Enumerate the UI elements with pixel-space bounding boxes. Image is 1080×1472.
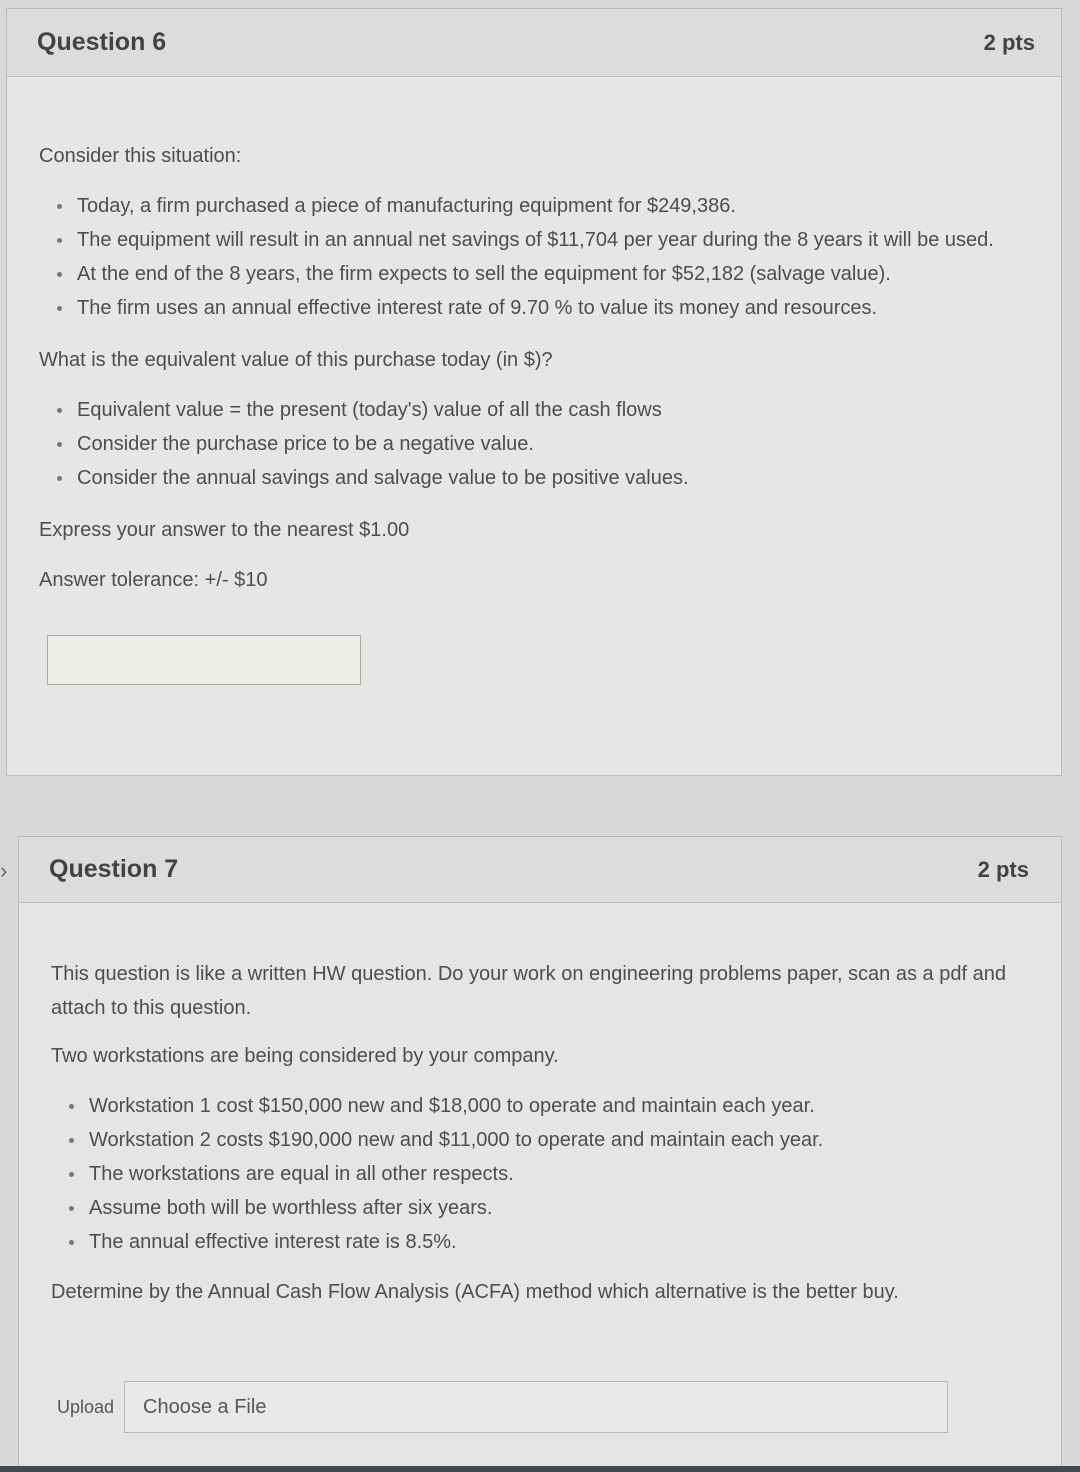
question-6-body <box>7 77 1061 685</box>
answer-input[interactable] <box>47 635 361 685</box>
question-6-title: Question 6 <box>37 28 167 56</box>
list-item: The workstations are equal in all other respects. <box>51 1157 1041 1191</box>
list-item: The firm uses an annual effective interest rate of 9.70 % to value its money and resources. <box>39 291 1041 325</box>
question-6-prompt: What is the equivalent value of this purchase today (in $)? <box>39 349 553 371</box>
choose-file-label: Choose a File <box>143 1396 267 1418</box>
list-item: Assume both will be worthless after six years. <box>51 1191 1041 1225</box>
list-item: The annual effective interest rate is 8.5%. <box>51 1225 1041 1259</box>
bottom-bar <box>0 1466 1080 1472</box>
question-7-points: 2 pts <box>977 856 1029 882</box>
list-item: Equivalent value = the present (today's) value of all the cash flows <box>39 393 1041 427</box>
list-item: Workstation 1 cost $150,000 new and $18,000 to operate and maintain each year. <box>51 1089 1041 1123</box>
question-6-notes-list <box>39 393 1041 495</box>
question-7-lead: Two workstations are being considered by your company. <box>51 1045 559 1067</box>
chevron-right-icon[interactable]: › <box>0 858 8 883</box>
upload-label: Upload <box>57 1397 115 1417</box>
question-6-express: Express your answer to the nearest $1.00 <box>39 519 410 541</box>
question-7-workstation-list <box>51 1089 1041 1259</box>
question-7-card <box>18 836 1062 1472</box>
question-7-header <box>19 837 1061 903</box>
list-item: Consider the annual savings and salvage value to be positive values. <box>39 461 1041 495</box>
list-item: Consider the purchase price to be a negative value. <box>39 427 1041 461</box>
list-item: The equipment will result in an annual net savings of $11,704 per year during the 8 years it will be used. <box>39 223 1041 257</box>
upload-row <box>57 1381 1041 1433</box>
question-6-intro: Consider this situation: <box>39 145 242 167</box>
question-6-tolerance: Answer tolerance: +/- $10 <box>39 569 268 591</box>
question-6-points: 2 pts <box>983 29 1035 55</box>
list-item: At the end of the 8 years, the firm expects to sell the equipment for $52,182 (salvage value). <box>39 257 1041 291</box>
choose-file-button[interactable] <box>124 1381 948 1433</box>
question-7-task: Determine by the Annual Cash Flow Analysis (ACFA) method which alternative is the better buy. <box>51 1281 899 1303</box>
question-6-situation-list <box>39 189 1041 325</box>
question-7-intro: This question is like a written HW question. Do your work on engineering problems paper, scan as a pdf and attach to this question. <box>51 963 1006 1019</box>
list-item: Workstation 2 costs $190,000 new and $11,000 to operate and maintain each year. <box>51 1123 1041 1157</box>
question-6-card <box>6 8 1062 776</box>
list-item: Today, a firm purchased a piece of manufacturing equipment for $249,386. <box>39 189 1041 223</box>
question-6-header <box>7 9 1061 77</box>
question-7-title: Question 7 <box>49 855 179 883</box>
question-7-body <box>19 903 1061 1433</box>
